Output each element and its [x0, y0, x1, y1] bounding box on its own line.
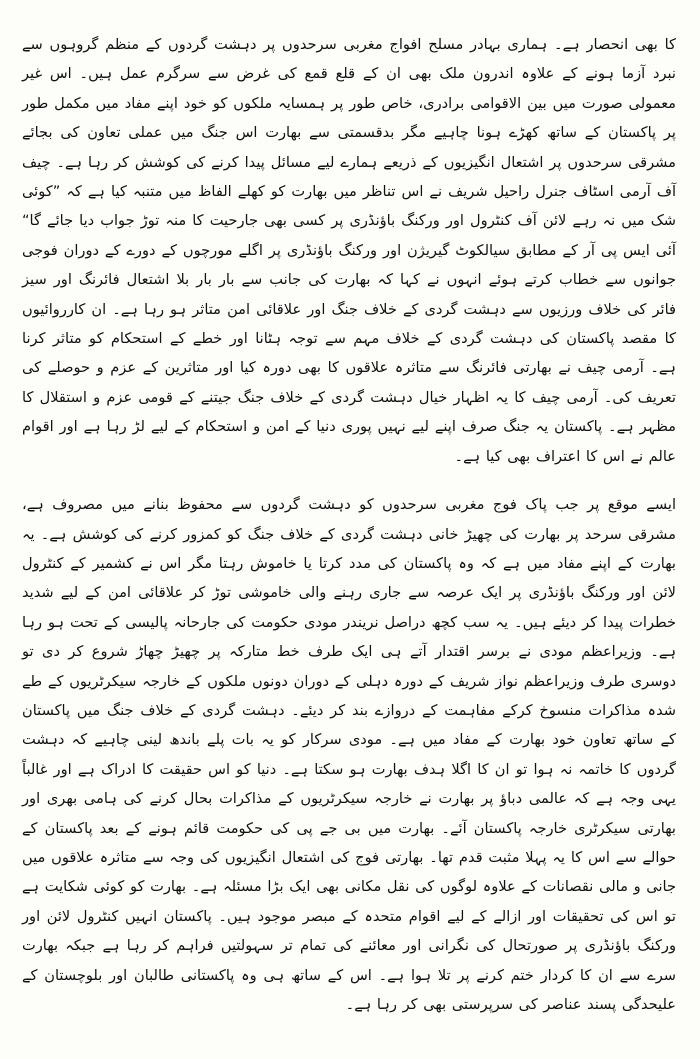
article-body: [22, 30, 676, 1059]
page-bottom-spacer: [22, 1019, 676, 1059]
paragraph-1: کا بھی انحصار ہے۔ ہماری بہادر مسلح افواج مغربی سرحدوں پر دہشت گردوں کے منظم گروہوں سے نبرد آزما ہونے کے علاوہ اندرون ملک بھی ان کے قلع قمع کی غرض سے سرگرم عمل ہیں۔ اس غیر معمولی صورت میں بین الاقوامی برادری، خاص طور پر ہمسایہ ملکوں کو خود اپنے مفاد میں مکمل طور پر پاکستان کے ساتھ کھڑے ہونا چاہیے مگر بدقسمتی سے بھارت اس جنگ میں عملی تعاون کی بجائے مشرقی سرحدوں پر اشتعال انگیزیوں کے ذریعے ہمارے لیے مسائل پیدا کرنے کی کوشش کر رہا ہے۔ چیف آف آرمی اسٹاف جنرل راحیل شریف نے اس تناظر میں بھارت کو کھلے الفاظ میں متنبہ کیا ہے کہ ”کوئی شک میں نہ رہے لائن آف کنٹرول اور ورکنگ باؤنڈری پر کسی بھی جارحیت کا منہ توڑ جواب دیا جائے گا“ آئی ایس پی آر کے مطابق سیالکوٹ گیریژن اور ورکنگ باؤنڈری پر اگلے مورچوں کے دورے کے دوران فوجی جوانوں سے خطاب کرتے ہوئے انہوں نے کہا کہ بھارت کی جانب سے بار بار بلا اشتعال فائرنگ اور سیز فائر کی خلاف ورزیوں سے دہشت گردی کے خلاف جنگ اور علاقائی امن متاثر ہو رہا ہے۔ ان کارروائیوں کا مقصد پاکستان کی دہشت گردی کے خلاف مہم سے توجہ ہٹانا اور خطے کے استحکام کو متاثر کرنا ہے۔ آرمی چیف نے بھارتی فائرنگ سے متاثرہ علاقوں کا بھی دورہ کیا اور متاثرین کے عزم و حوصلے کی تعریف کی۔ آرمی چیف کا یہ اظہار خیال دہشت گردی کے خلاف جنگ جیتنے کے قومی عزم و استقلال کا مظہر ہے۔ پاکستان یہ جنگ صرف اپنے لیے نہیں پوری دنیا کے امن و استحکام کے لیے لڑ رہا ہے اور اقوام عالم نے اس کا اعتراف بھی کیا ہے۔: [22, 36, 676, 465]
paragraph-2: ایسے موقع پر جب پاک فوج مغربی سرحدوں کو دہشت گردوں سے محفوظ بنانے میں مصروف ہے، مشرقی سرحد پر بھارت کی چھیڑ خانی دہشت گردی کے خلاف جنگ کو کمزور کرنے کی کوشش ہے۔ یہ بھارت کے اپنے مفاد میں ہے کہ وہ پاکستان کی مدد کرتا یا خاموش رہتا مگر اس نے کشمیر کے کنٹرول لائن اور ورکنگ باؤنڈری پر ایک عرصہ سے جاری رہنے والی خاموشی توڑ کر علاقائی امن کے لیے شدید خطرات پیدا کر دیئے ہیں۔ یہ سب کچھ دراصل نریندر مودی حکومت کی جارحانہ پالیسی کے تحت ہو رہا ہے۔ وزیراعظم مودی نے برسر اقتدار آتے ہی ایک طرف خط متارکہ پر چھیڑ چھاڑ شروع کر دی تو دوسری طرف وزیراعظم نواز شریف کے دورہ دہلی کے دوران دونوں ملکوں کے خارجہ سیکرٹریوں کے طے شدہ مذاکرات منسوخ کرکے مفاہمت کے دروازے بند کر دیئے۔ دہشت گردی کے خلاف جنگ میں پاکستان کے ساتھ تعاون خود بھارت کے مفاد میں ہے۔ مودی سرکار کو یہ بات پلے باندھ لینی چاہیے کہ دہشت گردوں کا خاتمہ نہ ہوا تو ان کا اگلا ہدف بھارت ہو سکتا ہے۔ دنیا کو اس حقیقت کا ادراک ہے اور غالباً یہی وجہ ہے کہ عالمی دباؤ پر بھارت نے خارجہ سیکرٹریوں کے مذاکرات بحال کرنے کی ہامی بھری اور بھارتی سیکرٹری خارجہ پاکستان آئے۔ بھارت میں بی جے پی کی حکومت قائم ہونے کے بعد پاکستان کے حوالے سے اس کا یہ پہلا مثبت قدم تھا۔ بھارتی فوج کی اشتعال انگیزیوں کی وجہ سے متاثرہ علاقوں میں جانی و مالی نقصانات کے علاوہ لوگوں کی نقل مکانی بھی ایک بڑا مسئلہ ہے۔ بھارت کو کوئی شکایت ہے تو اس کی تحقیقات اور ازالے کے لیے اقوام متحدہ کے مبصر موجود ہیں۔ پاکستان انہیں کنٹرول لائن اور ورکنگ باؤنڈری پر صورتحال کی نگرانی اور معائنے کی تمام تر سہولتیں فراہم کر رہا ہے جبکہ بھارت سرے سے ان کا کردار ختم کرنے پر تلا ہوا ہے۔ اس کے ساتھ ہی وہ پاکستانی طالبان اور بلوچستان کے علیحدگی پسند عناصر کی سرپرستی بھی کر رہا ہے۔: [22, 496, 676, 1013]
